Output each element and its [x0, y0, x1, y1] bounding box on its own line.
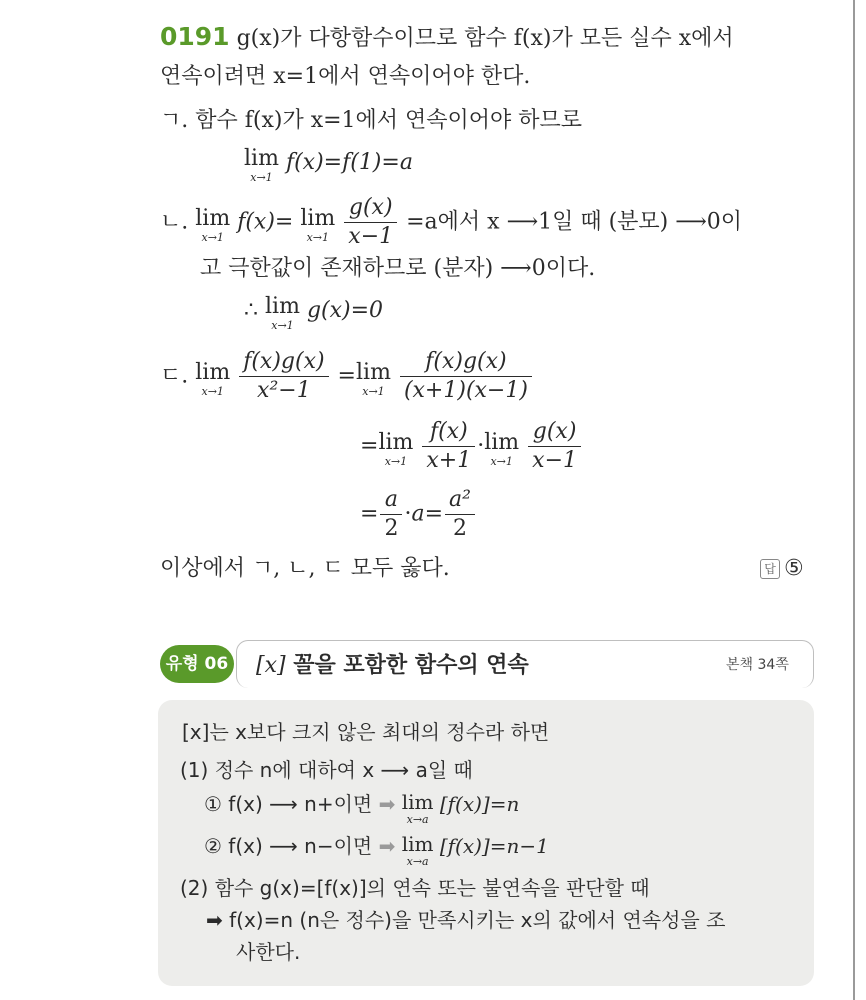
answer-value: ⑤ [784, 556, 804, 581]
margin-rule [853, 0, 855, 1000]
type-reference: 본책 34쪽 [726, 657, 789, 673]
type-badge: 유형 06 [160, 645, 234, 683]
summary-line-2: (1) 정수 n에 대하여 x ⟶ a일 때 [180, 758, 473, 782]
answer [760, 556, 804, 581]
problem-number: 0191 [160, 22, 230, 51]
problem-intro-2: 연속이려면 x=1에서 연속이어야 한다. [160, 64, 531, 89]
summary-line-4: ② f(x) ⟶ n−이면 ➡ lim x→a [f(x)]=n−1 [204, 832, 549, 868]
final-statement: 이상에서 ㄱ, ㄴ, ㄷ 모두 옳다. [160, 556, 450, 581]
problem-intro-1 [160, 22, 734, 54]
part-c-equation-2: = lim x→1 $\frac{f(x)}{x+1}$ · lim x→1 $\frac{g(x)}{x-1}$ [360, 420, 583, 473]
part-b-equation: ㄴ. lim x→1 f(x)= lim x→1 $\frac{g(x)}{x-1}$ =a에서 x ⟶1일 때 (분모) ⟶0이 [160, 195, 743, 250]
part-b-line2: 고 극한값이 존재하므로 (분자) ⟶0이다. [200, 256, 596, 281]
summary-line-6: ➡ f(x)=n (n은 정수)을 만족시키는 x의 값에서 연속성을 조 [206, 908, 726, 932]
summary-line-7: 사한다. [236, 940, 301, 964]
summary-line-5: (2) 함수 g(x)=[f(x)]의 연속 또는 불연속을 판단할 때 [180, 876, 650, 900]
answer-label: 답 [760, 559, 780, 579]
part-a-equation: lim x→1 f(x)=f(1)=a [244, 146, 413, 184]
part-c-equation-1: ㄷ. lim x→1 $\frac{f(x)g(x)}{\text{x²−1}}$ = lim x→1 $\frac{f(x)g(x)}{(x+1)(x-1)}$ [160, 350, 534, 403]
summary-line-1: [x]는 x보다 크지 않은 최대의 정수라 하면 [182, 720, 550, 744]
part-a-label: ㄱ. 함수 f(x)가 x=1에서 연속이어야 하므로 [160, 108, 583, 133]
summary-line-3: ① f(x) ⟶ n+이면 ➡ lim x→a [f(x)]=n [204, 790, 520, 826]
intro-text-1: g(x)가 다항함수이므로 함수 f(x)가 모든 실수 x에서 [236, 26, 734, 51]
part-c-equation-3: = $\frac{a}{2}$ ·a= $\frac{\text{a²}}{2}$ [360, 488, 477, 541]
part-b-conclusion: ∴ lim x→1 g(x)=0 [244, 294, 384, 332]
type-title: [x] 꼴을 포함한 함수의 연속 [256, 653, 529, 678]
